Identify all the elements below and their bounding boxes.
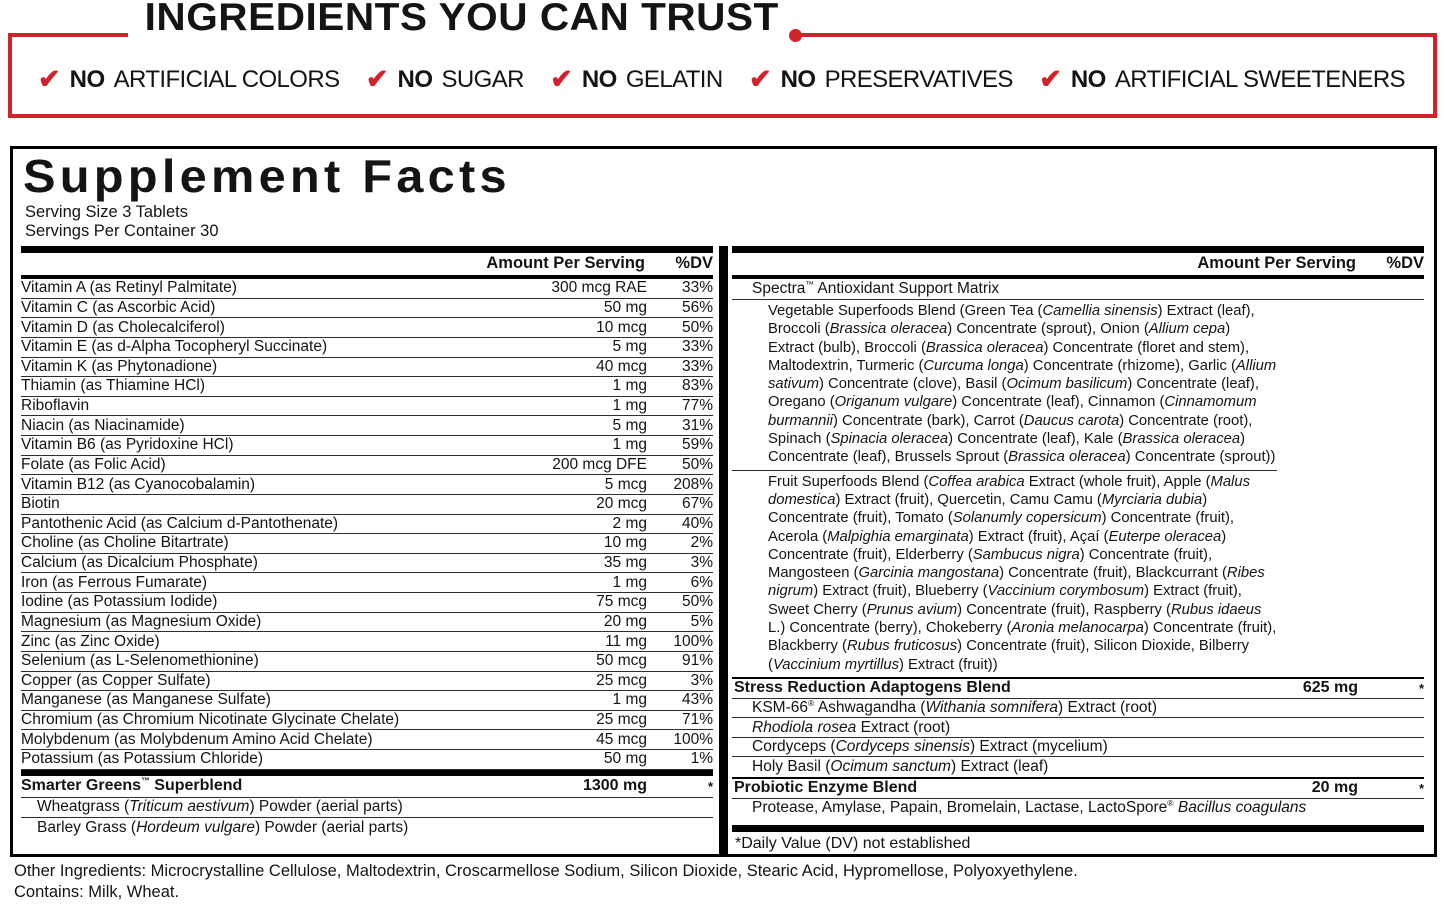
claim-no-label: NO bbox=[69, 66, 105, 93]
blend-name: Probiotic Enzyme Blend bbox=[734, 779, 918, 796]
nutrient-row bbox=[21, 750, 713, 770]
nutrient-amount: 10 mcg bbox=[596, 318, 647, 336]
nutrient-name: Vitamin B6 (as Pyridoxine HCl) bbox=[21, 436, 234, 454]
blend-name: Stress Reduction Adaptogens Blend bbox=[734, 679, 1011, 697]
nutrient-row bbox=[21, 730, 713, 750]
nutrient-row bbox=[21, 338, 713, 358]
nutrient-amount: 1 mg bbox=[612, 377, 647, 395]
nutrient-amount: 45 mcg bbox=[596, 730, 647, 748]
dv-footnote: *Daily Value (DV) not established bbox=[735, 835, 971, 852]
nutrient-dv: 56% bbox=[681, 298, 713, 316]
nutrient-dv: 40% bbox=[681, 514, 713, 532]
greens-superblend-section bbox=[21, 770, 713, 838]
table-header-left bbox=[21, 246, 713, 279]
nutrient-row bbox=[21, 573, 713, 593]
nutrient-name: Vitamin D (as Cholecalciferol) bbox=[21, 318, 225, 336]
nutrient-amount: 40 mcg bbox=[596, 357, 647, 375]
blend-ingredient: Barley Grass (Hordeum vulgare) Powder (aerial parts) bbox=[37, 818, 409, 836]
checkmark-icon: ✔ bbox=[365, 64, 389, 94]
claim-item bbox=[550, 63, 722, 94]
nutrient-dv: 1% bbox=[690, 750, 713, 768]
blend-sub-row bbox=[21, 798, 713, 818]
stress-blend-row bbox=[732, 677, 1424, 699]
nutrient-row bbox=[21, 397, 713, 417]
nutrient-dv: 67% bbox=[681, 495, 713, 513]
amount-header: Amount Per Serving bbox=[1197, 253, 1356, 272]
nutrient-dv: 100% bbox=[673, 730, 713, 748]
fruit-blend-paragraph: Fruit Superfoods Blend (Coffea arabica Extract (whole fruit), Apple (Malus domestica) Extract (fruit), Quercetin, Camu Camu (Myrciaria dubia) Concentrate (fruit), Tomato (Solanumly copersicum) Concentrate (fruit), Acerola (Malpighia emarginata) Extract (fruit), Açaí (Euterpe oleracea) Concentrate (fruit), Elderberry (Sambucus nigra) Concentrate (fruit), Mangosteen (Garcinia mangostana) Concentrate (fruit), Blackcurrant (Ribes nigrum) Extract (fruit), Blueberry (Vaccinium corymbosum) Extract (fruit), Sweet Cherry (Prunus avium) Concentrate (fruit), Raspberry (Rubus idaeus L.) Concentrate (berry), Chokeberry (Aronia melanocarpa) Concentrate (fruit), Blackberry (Rubus fruticosus) Concentrate (fruit), Silicon Dioxide, Bilberry (Vaccinium myrtillus) Extract (fruit)) bbox=[768, 473, 1277, 673]
claim-text: ARTIFICIAL COLORS bbox=[113, 66, 340, 93]
claim-item bbox=[749, 63, 1013, 94]
blend-ingredient: Wheatgrass (Triticum aestivum) Powder (aerial parts) bbox=[37, 798, 403, 816]
nutrient-row bbox=[21, 377, 713, 397]
nutrient-amount: 50 mcg bbox=[596, 652, 647, 670]
nutrient-amount: 2 mg bbox=[612, 514, 647, 532]
nutrient-dv: 100% bbox=[673, 632, 713, 650]
nutrient-dv: 71% bbox=[681, 711, 713, 729]
other-ingredients: Other Ingredients: Microcrystalline Cellulose, Maltodextrin, Croscarmellose Sodium, Silicon Dioxide, Stearic Acid, Hypromellose, Polyoxyethylene. bbox=[14, 862, 1078, 880]
nutrient-dv: 33% bbox=[681, 357, 713, 375]
blend-ingredient: KSM-66® Ashwagandha (Withania somnifera) Extract (root) bbox=[752, 697, 1158, 717]
nutrient-name: Folate (as Folic Acid) bbox=[21, 455, 166, 473]
supplement-facts-panel bbox=[10, 146, 1437, 857]
nutrient-dv: 33% bbox=[681, 279, 713, 297]
nutrient-dv: 5% bbox=[690, 612, 713, 630]
banner-title: INGREDIENTS YOU CAN TRUST bbox=[128, 0, 796, 40]
nutrient-amount: 1 mg bbox=[612, 436, 647, 454]
spectra-matrix-title bbox=[732, 279, 1424, 300]
nutrient-dv: 208% bbox=[673, 475, 713, 493]
nutrient-name: Vitamin A (as Retinyl Palmitate) bbox=[21, 279, 237, 297]
nutrient-row bbox=[21, 495, 713, 515]
nutrient-row bbox=[21, 554, 713, 574]
claim-no-label: NO bbox=[780, 66, 816, 93]
claim-text: PRESERVATIVES bbox=[824, 66, 1013, 93]
nutrient-row bbox=[21, 358, 713, 378]
claim-no-label: NO bbox=[1070, 66, 1106, 93]
blend-ingredient: Rhodiola rosea Extract (root) bbox=[752, 718, 951, 736]
claim-item bbox=[38, 63, 339, 94]
nutrient-row bbox=[21, 632, 713, 652]
nutrient-dv: 91% bbox=[681, 652, 713, 670]
nutrient-row bbox=[21, 613, 713, 633]
nutrient-amount: 35 mg bbox=[603, 554, 647, 572]
vegetable-blend-paragraph: Vegetable Superfoods Blend (Green Tea (Camellia sinensis) Extract (leaf), Broccoli (Brassica oleracea) Concentrate (sprout), Onion (Allium cepa) Extract (bulb), Broccoli (Brassica oleracea) Concentrate (floret and stem), Maltodextrin, Turmeric (Curcuma longa) Concentrate (rhizome), Garlic (Allium sativum) Concentrate (clove), Basil (Ocimum basilicum) Concentrate (leaf), Oregano (Origanum vulgare) Concentrate (leaf), Cinnamon (Cinnamomum burmannii) Concentrate (bark), Carrot (Daucus carota) Concentrate (root), Spinach (Spinacia oleracea) Concentrate (leaf), Kale (Brassica oleracea) Concentrate (leaf), Brussels Sprout (Brassica oleracea) Concentrate (sprout)) bbox=[732, 300, 1277, 471]
nutrient-name: Potassium (as Potassium Chloride) bbox=[21, 750, 264, 768]
nutrient-name: Copper (as Copper Sulfate) bbox=[21, 671, 211, 689]
blend-sub-row bbox=[732, 799, 1424, 818]
nutrient-dv: 50% bbox=[681, 455, 713, 473]
checkmark-icon: ✔ bbox=[748, 64, 772, 94]
checkmark-icon: ✔ bbox=[550, 64, 573, 94]
claim-text: GELATIN bbox=[625, 66, 723, 93]
greens-blend-row bbox=[21, 776, 713, 798]
nutrient-name: Iron (as Ferrous Fumarate) bbox=[21, 573, 208, 591]
nutrient-name: Vitamin E (as d-Alpha Tocopheryl Succinate) bbox=[21, 338, 328, 356]
column-divider bbox=[719, 246, 728, 854]
nutrient-name: Biotin bbox=[21, 495, 60, 513]
blend-ingredient: Protease, Amylase, Papain, Bromelain, Lactase, LactoSpore® Bacillus coagulans bbox=[752, 798, 1307, 817]
dv-header: %DV bbox=[675, 253, 713, 272]
stress-blend-ingredients bbox=[732, 699, 1424, 777]
blend-dv: * bbox=[1418, 680, 1424, 696]
blend-ingredient: Cordyceps (Cordyceps sinensis) Extract (mycelium) bbox=[752, 737, 1108, 755]
nutrient-amount: 5 mcg bbox=[604, 475, 647, 493]
blend-sub-row bbox=[732, 718, 1424, 737]
blend-sub-row bbox=[732, 757, 1424, 776]
nutrient-dv: 59% bbox=[681, 436, 713, 454]
nutrient-row bbox=[21, 593, 713, 613]
table-header-right bbox=[732, 246, 1424, 279]
dv-header: %DV bbox=[1386, 253, 1424, 272]
nutrient-table-left bbox=[21, 246, 713, 838]
blend-dv: * bbox=[707, 778, 713, 794]
checkmark-icon: ✔ bbox=[38, 64, 61, 94]
nutrient-row bbox=[21, 456, 713, 476]
nutrient-row bbox=[21, 299, 713, 319]
right-column-footer bbox=[732, 825, 1424, 854]
servings-per-container: Servings Per Container 30 bbox=[25, 222, 219, 240]
nutrient-dv: 77% bbox=[681, 397, 713, 415]
nutrient-dv: 43% bbox=[681, 691, 713, 709]
blend-sub-row bbox=[732, 738, 1424, 757]
nutrient-dv: 50% bbox=[681, 593, 713, 611]
nutrient-dv: 31% bbox=[681, 416, 713, 434]
nutrient-row bbox=[21, 416, 713, 436]
nutrient-amount: 25 mcg bbox=[596, 711, 647, 729]
nutrient-rows bbox=[21, 279, 713, 770]
probiotic-blend-ingredients bbox=[732, 799, 1424, 818]
nutrient-name: Manganese (as Manganese Sulfate) bbox=[21, 691, 271, 709]
blend-ingredient: Holy Basil (Ocimum sanctum) Extract (leaf) bbox=[752, 757, 1049, 775]
nutrient-row bbox=[21, 475, 713, 495]
nutrient-name: Riboflavin bbox=[21, 397, 90, 415]
serving-size: Serving Size 3 Tablets bbox=[25, 203, 188, 221]
nutrient-dv: 83% bbox=[681, 377, 713, 395]
claim-item bbox=[1039, 63, 1405, 94]
nutrient-amount: 1 mg bbox=[612, 691, 647, 709]
nutrient-amount: 1 mg bbox=[612, 573, 647, 591]
nutrient-dv: 33% bbox=[681, 338, 713, 356]
nutrient-row bbox=[21, 515, 713, 535]
nutrient-dv: 6% bbox=[690, 573, 713, 591]
nutrient-dv: 3% bbox=[690, 671, 713, 689]
checkmark-icon: ✔ bbox=[1039, 64, 1062, 94]
blend-dv: * bbox=[1418, 780, 1424, 796]
blend-sub-row bbox=[21, 818, 713, 838]
blend-amount: 20 mg bbox=[1311, 779, 1358, 796]
claim-no-label: NO bbox=[397, 66, 433, 93]
nutrient-name: Choline (as Choline Bitartrate) bbox=[21, 534, 229, 552]
nutrient-dv: 2% bbox=[690, 534, 713, 552]
nutrient-amount: 11 mg bbox=[605, 632, 647, 650]
nutrient-amount: 300 mcg RAE bbox=[551, 279, 647, 297]
nutrient-name: Vitamin C (as Ascorbic Acid) bbox=[21, 298, 216, 316]
nutrient-amount: 20 mg bbox=[603, 612, 647, 630]
greens-blend-ingredients bbox=[21, 798, 713, 838]
nutrient-name: Chromium (as Chromium Nicotinate Glycinate Chelate) bbox=[21, 711, 400, 729]
divider-bar bbox=[732, 825, 1424, 832]
blend-sub-row bbox=[732, 699, 1424, 718]
nutrient-name: Selenium (as L-Selenomethionine) bbox=[21, 652, 259, 670]
claim-text: ARTIFICIAL SWEETENERS bbox=[1114, 66, 1405, 93]
nutrient-name: Vitamin B12 (as Cyanocobalamin) bbox=[21, 475, 256, 493]
nutrient-amount: 1 mg bbox=[612, 397, 647, 415]
panel-title: Supplement Facts bbox=[23, 150, 511, 202]
spectra-title-text: Spectra™ Antioxidant Support Matrix bbox=[752, 278, 1000, 297]
nutrient-amount: 25 mcg bbox=[596, 671, 647, 689]
nutrient-table-right bbox=[732, 246, 1424, 854]
nutrient-row bbox=[21, 534, 713, 554]
nutrient-amount: 10 mg bbox=[603, 534, 647, 552]
nutrient-name: Thiamin (as Thiamine HCl) bbox=[21, 377, 206, 395]
claim-no-label: NO bbox=[581, 66, 617, 93]
amount-header: Amount Per Serving bbox=[486, 253, 645, 272]
nutrient-amount: 50 mg bbox=[603, 750, 647, 768]
nutrient-row bbox=[21, 318, 713, 338]
nutrient-row bbox=[21, 672, 713, 692]
nutrient-name: Zinc (as Zinc Oxide) bbox=[21, 632, 160, 650]
nutrient-name: Iodine (as Potassium Iodide) bbox=[21, 593, 218, 611]
nutrient-name: Magnesium (as Magnesium Oxide) bbox=[21, 612, 262, 630]
blend-name: Smarter Greens™ Superblend bbox=[21, 775, 243, 795]
nutrient-dv: 50% bbox=[681, 318, 713, 336]
probiotic-blend-row bbox=[732, 777, 1424, 799]
nutrient-row bbox=[21, 711, 713, 731]
claim-text: SUGAR bbox=[441, 66, 524, 93]
nutrient-amount: 5 mg bbox=[612, 416, 647, 434]
nutrient-row bbox=[21, 436, 713, 456]
blend-amount: 1300 mg bbox=[582, 777, 647, 795]
nutrient-row bbox=[21, 691, 713, 711]
claim-item bbox=[366, 63, 524, 94]
nutrient-row bbox=[21, 652, 713, 672]
contains-statement: Contains: Milk, Wheat. bbox=[14, 883, 180, 901]
nutrient-dv: 3% bbox=[690, 554, 713, 572]
nutrient-name: Molybdenum (as Molybdenum Amino Acid Chelate) bbox=[21, 730, 373, 748]
trust-banner bbox=[8, 33, 1437, 118]
nutrient-amount: 200 mcg DFE bbox=[552, 455, 647, 473]
nutrient-name: Pantothenic Acid (as Calcium d-Pantothenate) bbox=[21, 514, 339, 532]
claims-row bbox=[38, 63, 1405, 94]
nutrient-amount: 50 mg bbox=[603, 298, 647, 316]
blend-amount: 625 mg bbox=[1302, 679, 1358, 697]
nutrient-name: Vitamin K (as Phytonadione) bbox=[21, 357, 218, 375]
nutrient-amount: 75 mcg bbox=[596, 593, 647, 611]
nutrient-row bbox=[21, 279, 713, 299]
red-dot-decoration bbox=[789, 29, 802, 42]
nutrient-name: Calcium (as Dicalcium Phosphate) bbox=[21, 554, 258, 572]
nutrient-amount: 5 mg bbox=[612, 338, 647, 356]
nutrient-name: Niacin (as Niacinamide) bbox=[21, 416, 185, 434]
nutrient-amount: 20 mcg bbox=[596, 495, 647, 513]
